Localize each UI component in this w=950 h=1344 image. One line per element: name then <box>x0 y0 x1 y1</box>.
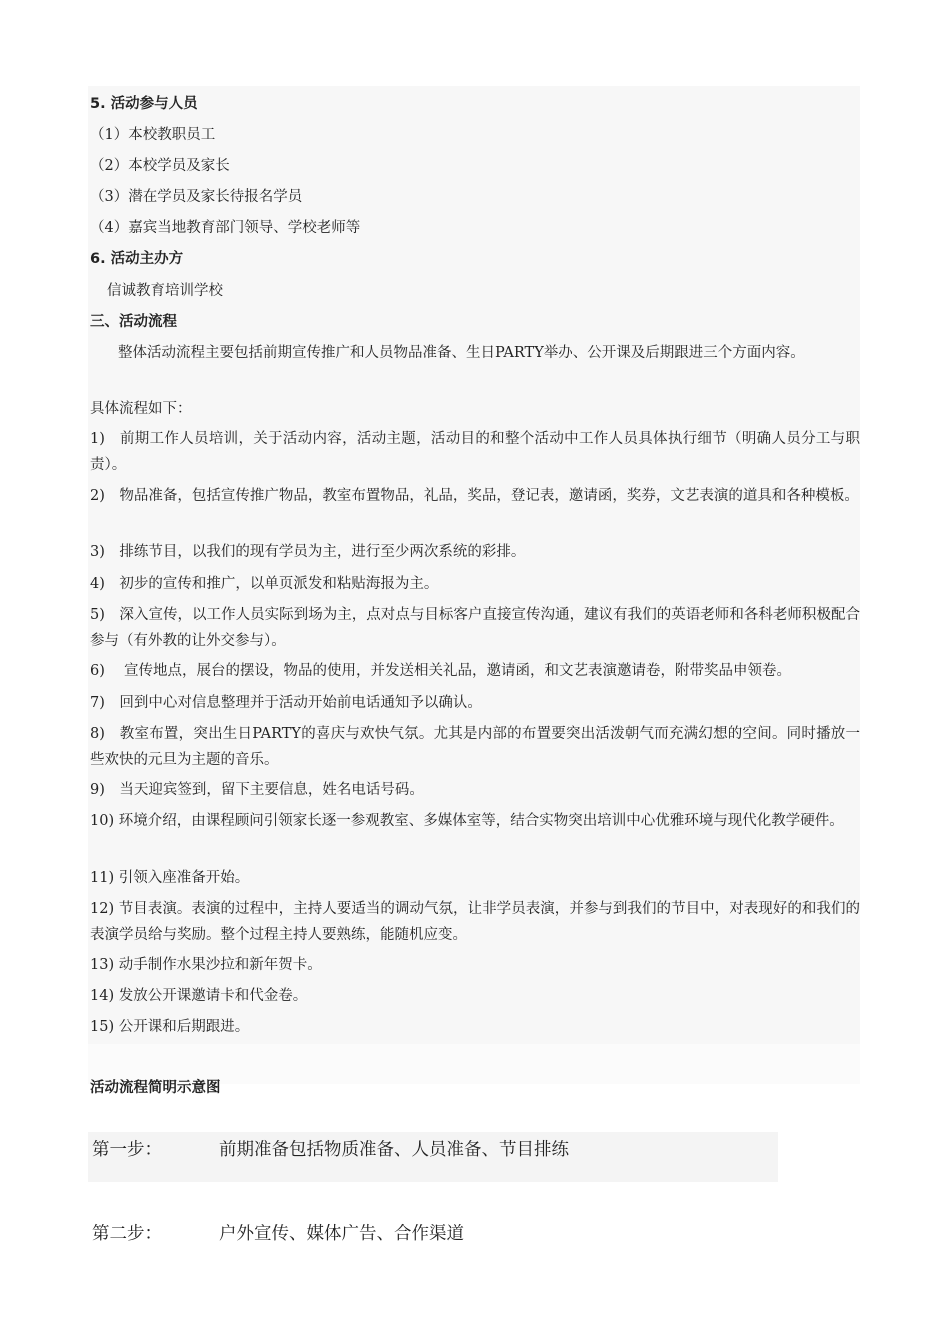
diagram-step-text: 户外宣传、媒体广告、合作渠道 <box>219 1224 464 1244</box>
process-step: 7) 回到中心对信息整理并于活动开始前电话通知予以确认。 <box>90 695 482 711</box>
process-step: 8) 教室布置，突出生日PARTY的喜庆与欢快气氛。尤其是内部的布置要突出活泼朝气而充满幻想的空间。同时播放一些欢快的元旦为主题的音乐。 <box>90 726 860 768</box>
participant-item: （3）潜在学员及家长待报名学员 <box>90 189 303 205</box>
process-step: 1) 前期工作人员培训，关于活动内容，活动主题，活动目的和整个活动中工作人员具体执行细节（明确人员分工与职责）。 <box>90 431 860 473</box>
diagram-step-label: 第二步： <box>92 1224 162 1244</box>
process-step: 15) 公开课和后期跟进。 <box>90 1019 250 1035</box>
process-lead: 具体流程如下： <box>90 401 192 417</box>
process-heading: 三、活动流程 <box>90 314 177 330</box>
process-step: 12) 节目表演。表演的过程中，主持人要适当的调动气氛，让非学员表演，并参与到我们的节目中，对表现好的和我们的表演学员给与奖励。整个过程主持人要熟练，能随机应变。 <box>90 901 860 943</box>
process-step: 5) 深入宣传，以工作人员实际到场为主，点对点与目标客户直接宣传沟通，建议有我们的英语老师和各科老师积极配合参与（有外教的让外交参与）。 <box>90 607 860 649</box>
organizer-name: 信诚教育培训学校 <box>107 283 223 299</box>
process-step: 11) 引领入座准备开始。 <box>90 870 250 886</box>
diagram-step-label: 第一步： <box>92 1140 162 1160</box>
participant-item: （4）嘉宾当地教育部门领导、学校老师等 <box>90 220 361 236</box>
process-intro: 整体活动流程主要包括前期宣传推广和人员物品准备、生日PARTY举办、公开课及后期跟进三个方面内容。 <box>118 345 805 361</box>
process-step: 4) 初步的宣传和推广，以单页派发和粘贴海报为主。 <box>90 576 439 592</box>
participant-item: （1）本校教职员工 <box>90 127 216 143</box>
participant-item: （2）本校学员及家长 <box>90 158 230 174</box>
process-step: 14) 发放公开课邀请卡和代金卷。 <box>90 988 308 1004</box>
process-step: 3) 排练节目，以我们的现有学员为主，进行至少两次系统的彩排。 <box>90 544 526 560</box>
process-step: 9) 当天迎宾签到，留下主要信息，姓名电话号码。 <box>90 782 424 798</box>
process-step: 6) 宣传地点，展台的摆设，物品的使用，并发送相关礼品，邀请函，和文艺表演邀请卷，附带奖品申领卷。 <box>90 663 791 679</box>
process-step: 2) 物品准备，包括宣传推广物品，教室布置物品，礼品，奖品，登记表，邀请函，奖券，文艺表演的道具和各种模板。 <box>90 488 859 504</box>
participants-heading: 5. 活动参与人员 <box>90 96 198 112</box>
process-step: 13) 动手制作水果沙拉和新年贺卡。 <box>90 957 322 973</box>
diagram-step-text: 前期准备包括物质准备、人员准备、节目排练 <box>219 1140 569 1160</box>
organizer-heading: 6. 活动主办方 <box>90 251 184 267</box>
process-step: 10) 环境介绍，由课程顾问引领家长逐一参观教室、多媒体室等，结合实物突出培训中心优雅环境与现代化教学硬件。 <box>90 813 844 829</box>
diagram-heading: 活动流程简明示意图 <box>90 1080 221 1096</box>
